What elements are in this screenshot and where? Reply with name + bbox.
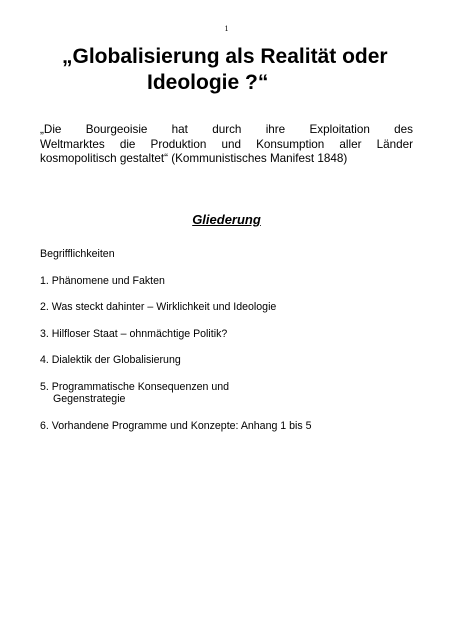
outline-item-5 xyxy=(40,381,420,406)
outline-item-4 xyxy=(40,354,420,367)
outline-item-6 xyxy=(40,420,420,433)
outline-heading: Gliederung xyxy=(192,212,261,227)
outline-item-3 xyxy=(40,328,420,341)
outline-item-continuation: Gegenstrategie xyxy=(53,393,126,405)
page-number: 1 xyxy=(224,24,229,33)
outline-item-text: 2. Was steckt dahinter – Wirklichkeit und Ideologie xyxy=(40,301,277,313)
document-title xyxy=(40,44,413,96)
outline-item-text: 4. Dialektik der Globalisierung xyxy=(40,354,181,366)
outline-item-2 xyxy=(40,301,420,314)
quote-line-1: „Die Bourgeoisie hat durch ihre Exploitation des xyxy=(40,123,413,136)
outline-item-1 xyxy=(40,275,420,288)
outline-item-definitions xyxy=(40,248,420,261)
outline-item-text: 3. Hilfloser Staat – ohnmächtige Politik? xyxy=(40,327,228,340)
title-line-1: „Globalisierung als Realität oder xyxy=(62,45,388,68)
epigraph-quote xyxy=(40,123,413,167)
quote-line-3: kosmopolitisch gestaltet“ (Kommunistisches Manifest 1848) xyxy=(40,152,348,165)
outline-item-text: 5. Programmatische Konsequenzen und xyxy=(40,380,230,393)
outline-list xyxy=(40,248,420,446)
outline-item-text: 1. Phänomene und Fakten xyxy=(40,274,165,287)
outline-item-text: Begrifflichkeiten xyxy=(40,248,115,260)
title-line-2: Ideologie ?“ xyxy=(147,71,269,94)
quote-line-2: Weltmarktes die Produktion und Konsumption aller Länder xyxy=(40,137,413,151)
outline-item-text: 6. Vorhandene Programme und Konzepte: Anhang 1 bis 5 xyxy=(40,419,312,432)
